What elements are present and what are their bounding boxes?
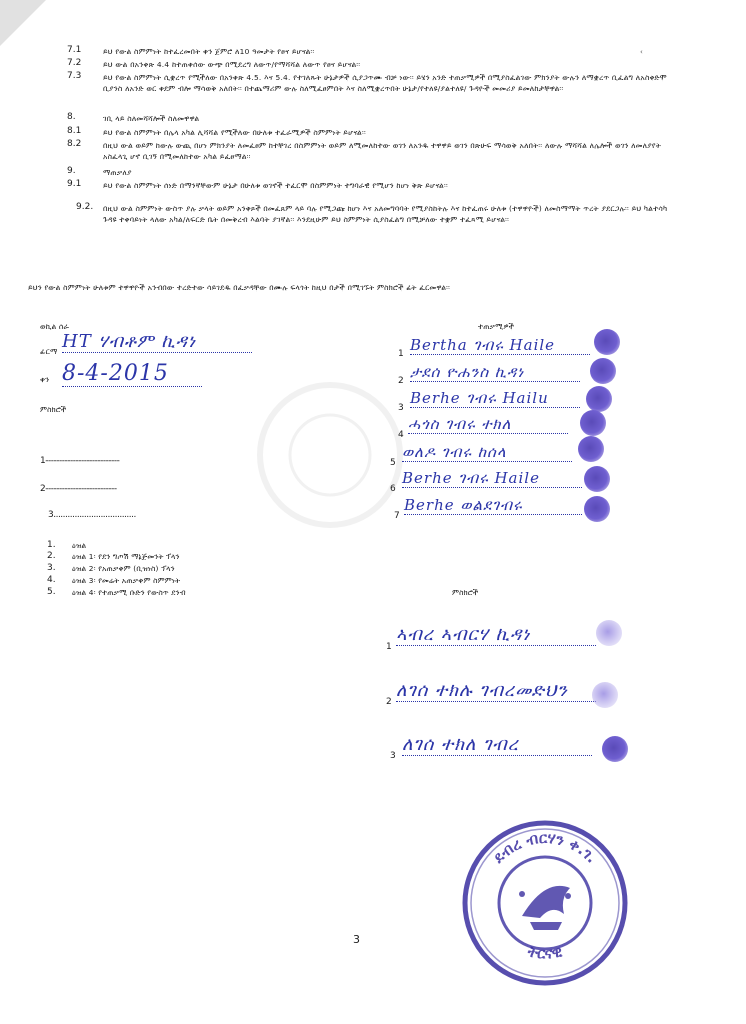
witnesses-label: ምስክሮች: [40, 405, 67, 414]
clause-number: 7.1: [67, 45, 82, 55]
left-signatory-heading: ወኪል ሰራ: [40, 322, 69, 331]
signature-number: 3: [398, 403, 404, 413]
attachment-item: ዕዝል 1፡ የደን ግጦሽ ማኔጅመንት ፕላን: [72, 552, 180, 561]
thumbprint: [596, 620, 622, 646]
witness-line: 3...................................: [48, 510, 136, 520]
signature-number: 3: [390, 751, 396, 761]
clause-text: ገቢ ላይ ስለመሻሻሎች ስለመዋዋል: [103, 114, 200, 123]
closing-statement: ይህን የውል ስምምነት ሁለቱም ተዋዋዮች አንብበው ተረድተው ሳይገደዱ በፈቃዳቸው በሙሉ ፍላጎት ከዚህ በታች በሚገኙት ምስክሮች ፊት ፈርመዋል፡፡: [28, 283, 451, 292]
attachment-number: 4.: [47, 575, 56, 585]
signature-number: 6: [390, 484, 396, 494]
attachment-number: 3.: [47, 563, 56, 573]
clause-number: 8.1: [67, 126, 82, 136]
handwritten-date: 8-4-2015: [62, 361, 202, 387]
signature-number: 1: [386, 642, 392, 652]
signature-number: 5: [390, 458, 396, 468]
clause-text: በዚህ ውል ስምምነት ውስጥ ያሉ ቃላት ወይም አንቀጾች በመፈጸም ላይ ባሉ የሚጋጩ ከሆነ እና አለመግባባት የሚያስከትሉ እና ከተፈጠሩ ሁለቱ (ተዋዋዮች) ለመስማማት ጥረት ያደርጋሉ፡፡ ይህ ካልተሳካ ጉዳዩ ተቀባይነት ላለው አካል/ለፍርድ ቤት በመቅረብ እልባት ያገኛል፡፡ እንደዚሁም ይህ ስምምነት ሲያስፈልግ በሚቻለው ተቋም ተፈጻሚ ይሆናል፡፡: [103, 204, 668, 225]
faint-background-stamp: [255, 380, 405, 530]
witness-signature: ኣብረ ኣብርሃ ኪዳነ: [396, 624, 596, 646]
attachment-number: 1.: [47, 540, 56, 550]
user-signature: Berhe ገብሩ Hailu: [410, 389, 580, 408]
signature-number: 1: [398, 349, 404, 359]
signature-number: 7: [394, 511, 400, 521]
thumbprint: [590, 358, 616, 384]
clause-number: 8.: [67, 112, 76, 122]
user-signature: Bertha ገብሩ Haile: [410, 336, 590, 355]
thumbprint: [580, 410, 606, 436]
clause-number: 9.1: [67, 179, 82, 189]
signature-number: 2: [398, 376, 404, 386]
thumbprint: [578, 436, 604, 462]
clause-number: 7.2: [67, 58, 82, 68]
attachment-item: ዕዝል 3፡ የመሬት አጠቃቀም ስምምነት: [72, 576, 181, 585]
signature-number: 2: [386, 697, 392, 707]
clause-text: በዚህ ውል ወይም ከውሉ ውጪ በሆነ ምክንያት ለመፈፀም ከተቸገረ በስምምነት ወይም ለሚመለከተው ወገን ለአንዱ ተዋዋይ ወገን በጽሁፍ ማሳወቅ አለበት፡፡ ለውሉ ማሻሻል ለሌሎች ወገን ለመለያየት አስፈላጊ ሆኖ ቢገኝ በሚመለከተው አካል ይፈፀማል፡፡: [103, 141, 661, 162]
thumbprint: [592, 682, 618, 708]
date-label: ቀን: [40, 375, 50, 384]
witness-line: 1---------------------------: [40, 456, 120, 466]
right-signatory-heading: ተጠቃሚዎች: [478, 322, 515, 331]
witnesses-label: ምስክሮች: [452, 588, 479, 597]
thumbprint: [594, 329, 620, 355]
clause-number: 9.2.: [76, 202, 94, 212]
svg-text:ትርናዊ: [525, 942, 564, 963]
clause-number: 8.2: [67, 139, 82, 149]
page-number: 3: [353, 933, 360, 946]
witness-signature: ለገሰ ተክሉ ገብረመድህን: [396, 680, 596, 702]
signature-number: 4: [398, 430, 404, 440]
clause-number: 9.: [67, 166, 76, 176]
clause-number: 7.3: [67, 71, 82, 81]
official-stamp: [460, 818, 630, 988]
user-signature: Berhe ወልደገብሩ: [404, 496, 582, 515]
clause-text: ይህ የውል ስምምነት ሰነድ በማንኛቸውም ሁኔታ በሁለቱ ወገኖች ተፈርሞ በስምምነት ተግባራዊ የሚሆን ከሆነ ቅጽ ይሆናል፡፡: [103, 181, 448, 190]
signature-label: ፊርማ: [40, 347, 58, 356]
clause-text: ይህ የውል ስምምነት ሲቋረጥ የሚችለው በአንቀጽ 4.5. እና 5.4. የተገለጹት ሁኔታዎች ሲያጋጥሙ ብቻ ነው፡፡ ይሄን አንድ ተጠቃሚዎች በሚያስፈልገው ምክንያት ውሉን ለማቋረጥ ቢፈልግ ለአስቀድሞ ቢያንስ ለአንድ ወር ቀደም ብሎ ማሳወቅ አለበት፡፡ በተጨማሪም ውሉ ስለሚፈፀምበት እና ስለሚቋረጥበት ሁኔታ/የተለዩ/ያልተለዩ/ ጉዳዮች መመሪያ ይመለከታቸዋል፡፡: [103, 73, 667, 94]
clause-text: ማጠቃለያ: [103, 168, 132, 177]
attachment-number: 5.: [47, 587, 56, 597]
thumbprint: [602, 736, 628, 762]
clause-text: ይህ የውል ስምምነት በሌላ አካል ሊሻሻል የሚችለው በሁለቱ ተፈራሚዎች ስምምነት ይሆናል፡፡: [103, 128, 366, 137]
attachment-item: ዕዝል: [72, 541, 87, 550]
thumbprint: [584, 496, 610, 522]
stamp-bottom-text: ትርናዊ: [525, 942, 564, 963]
user-signature: Berhe ገብሩ Haile: [402, 469, 582, 488]
thumbprint: [584, 466, 610, 492]
stamp-top-text: ደብረ ብርሃን ቀ.ገ.: [489, 828, 601, 867]
attachment-number: 2.: [47, 551, 56, 561]
margin-mark: ‹: [640, 48, 643, 56]
user-signature: ሓጎስ ገብሩ ተክለ: [408, 415, 568, 434]
clause-text: ይህ የውል ስምምነት ከተፈረመበት ቀን ጀምሮ ለ10 ዓመታት የፀና ይሆናል፡፡: [103, 47, 315, 56]
user-signature: ታደሰ ዮሐንስ ኪዳነ: [410, 363, 580, 382]
folded-corner: [0, 0, 46, 46]
stamp-emblem-icon: [519, 886, 571, 930]
left-signature: HT ሃብቶም ኪዳነ: [62, 331, 252, 353]
attachment-item: ዕዝል 4፡ የተጠቃሚ ቡድን የውስጥ ደንብ: [72, 588, 186, 597]
attachment-item: ዕዝል 2፡ የአጠቃቀም (ቢዝነስ) ፕላን: [72, 564, 175, 573]
user-signature: ወለዶ ገብሩ ከሰላ: [402, 443, 572, 462]
witness-line: 2--------------------------: [40, 484, 117, 494]
thumbprint: [586, 386, 612, 412]
clause-text: ይህ ውል በአንቀጽ 4.4 ከተጠቀሰው ውጭ በሚደረግ ለውጥ/የማሻሻል ለውጥ የፀና ይሆናል፡፡: [103, 60, 361, 69]
witness-signature: ለገሰ ተክለ ገብረ: [402, 734, 592, 756]
